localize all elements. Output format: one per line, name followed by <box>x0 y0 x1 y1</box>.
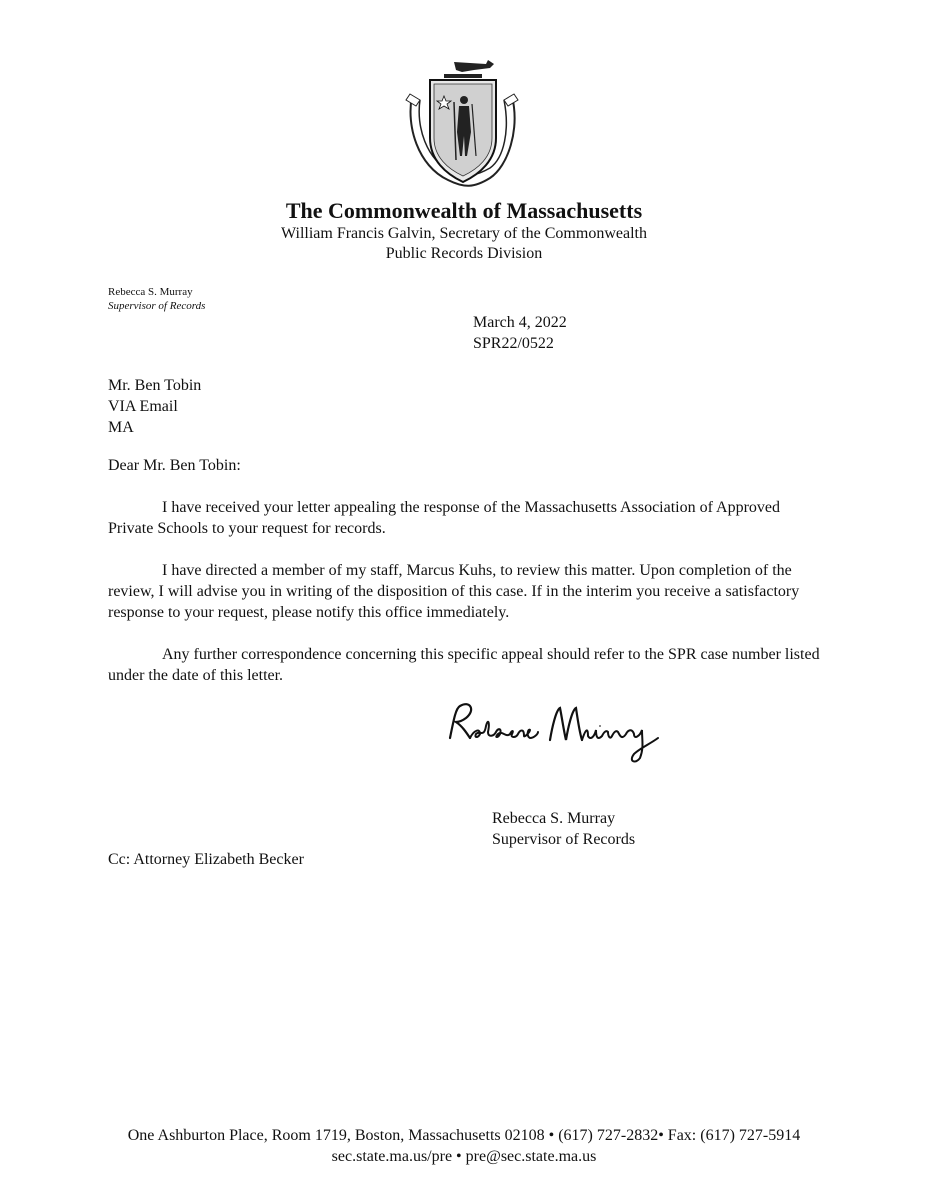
body-paragraph: I have directed a member of my staff, Marcus Kuhs, to review this matter. Upon completion of the review, I will advise you in writing of the disposition of this case. If in the interim you receive a satisfactory response to your request, please notify this office immediately. <box>108 562 800 621</box>
closing-title: Supervisor of Records <box>492 831 636 848</box>
case-number: SPR22/0522 <box>473 335 554 352</box>
organization-name: The Commonwealth of Massachusetts <box>285 198 643 223</box>
letterhead <box>0 198 928 264</box>
letter-body <box>108 497 824 707</box>
sender-title: Supervisor of Records <box>108 300 206 312</box>
salutation: Dear Mr. Ben Tobin: <box>108 457 241 474</box>
letter-meta <box>473 312 567 354</box>
recipient-address <box>108 375 201 438</box>
cc-line: Cc: Attorney Elizabeth Becker <box>108 851 304 868</box>
footer-address: One Ashburton Place, Room 1719, Boston, Massachusetts 02108 • (617) 727-2832• Fax: (617) 727-5914 <box>127 1127 801 1144</box>
footer <box>0 1125 928 1167</box>
division-line: Public Records Division <box>385 245 543 262</box>
body-paragraph: Any further correspondence concerning this specific appeal should refer to the SPR case number listed under the date of this letter. <box>108 646 820 684</box>
sender-name: Rebecca S. Murray <box>108 286 193 298</box>
closing-name: Rebecca S. Murray <box>492 810 616 827</box>
recipient-name: Mr. Ben Tobin <box>108 377 202 394</box>
recipient-delivery: VIA Email <box>108 398 178 415</box>
handwritten-signature <box>440 688 680 768</box>
secretary-line: William Francis Galvin, Secretary of the Commonwealth <box>281 225 647 242</box>
massachusetts-seal-icon <box>404 56 520 194</box>
recipient-state: MA <box>108 419 134 436</box>
footer-web: sec.state.ma.us/pre • pre@sec.state.ma.us <box>331 1148 597 1165</box>
closing-block <box>492 808 635 850</box>
letter-date: March 4, 2022 <box>473 314 567 331</box>
body-paragraph: I have received your letter appealing the response of the Massachusetts Association of Approved Private Schools to your request for records. <box>108 499 781 537</box>
sender-block <box>108 285 205 313</box>
